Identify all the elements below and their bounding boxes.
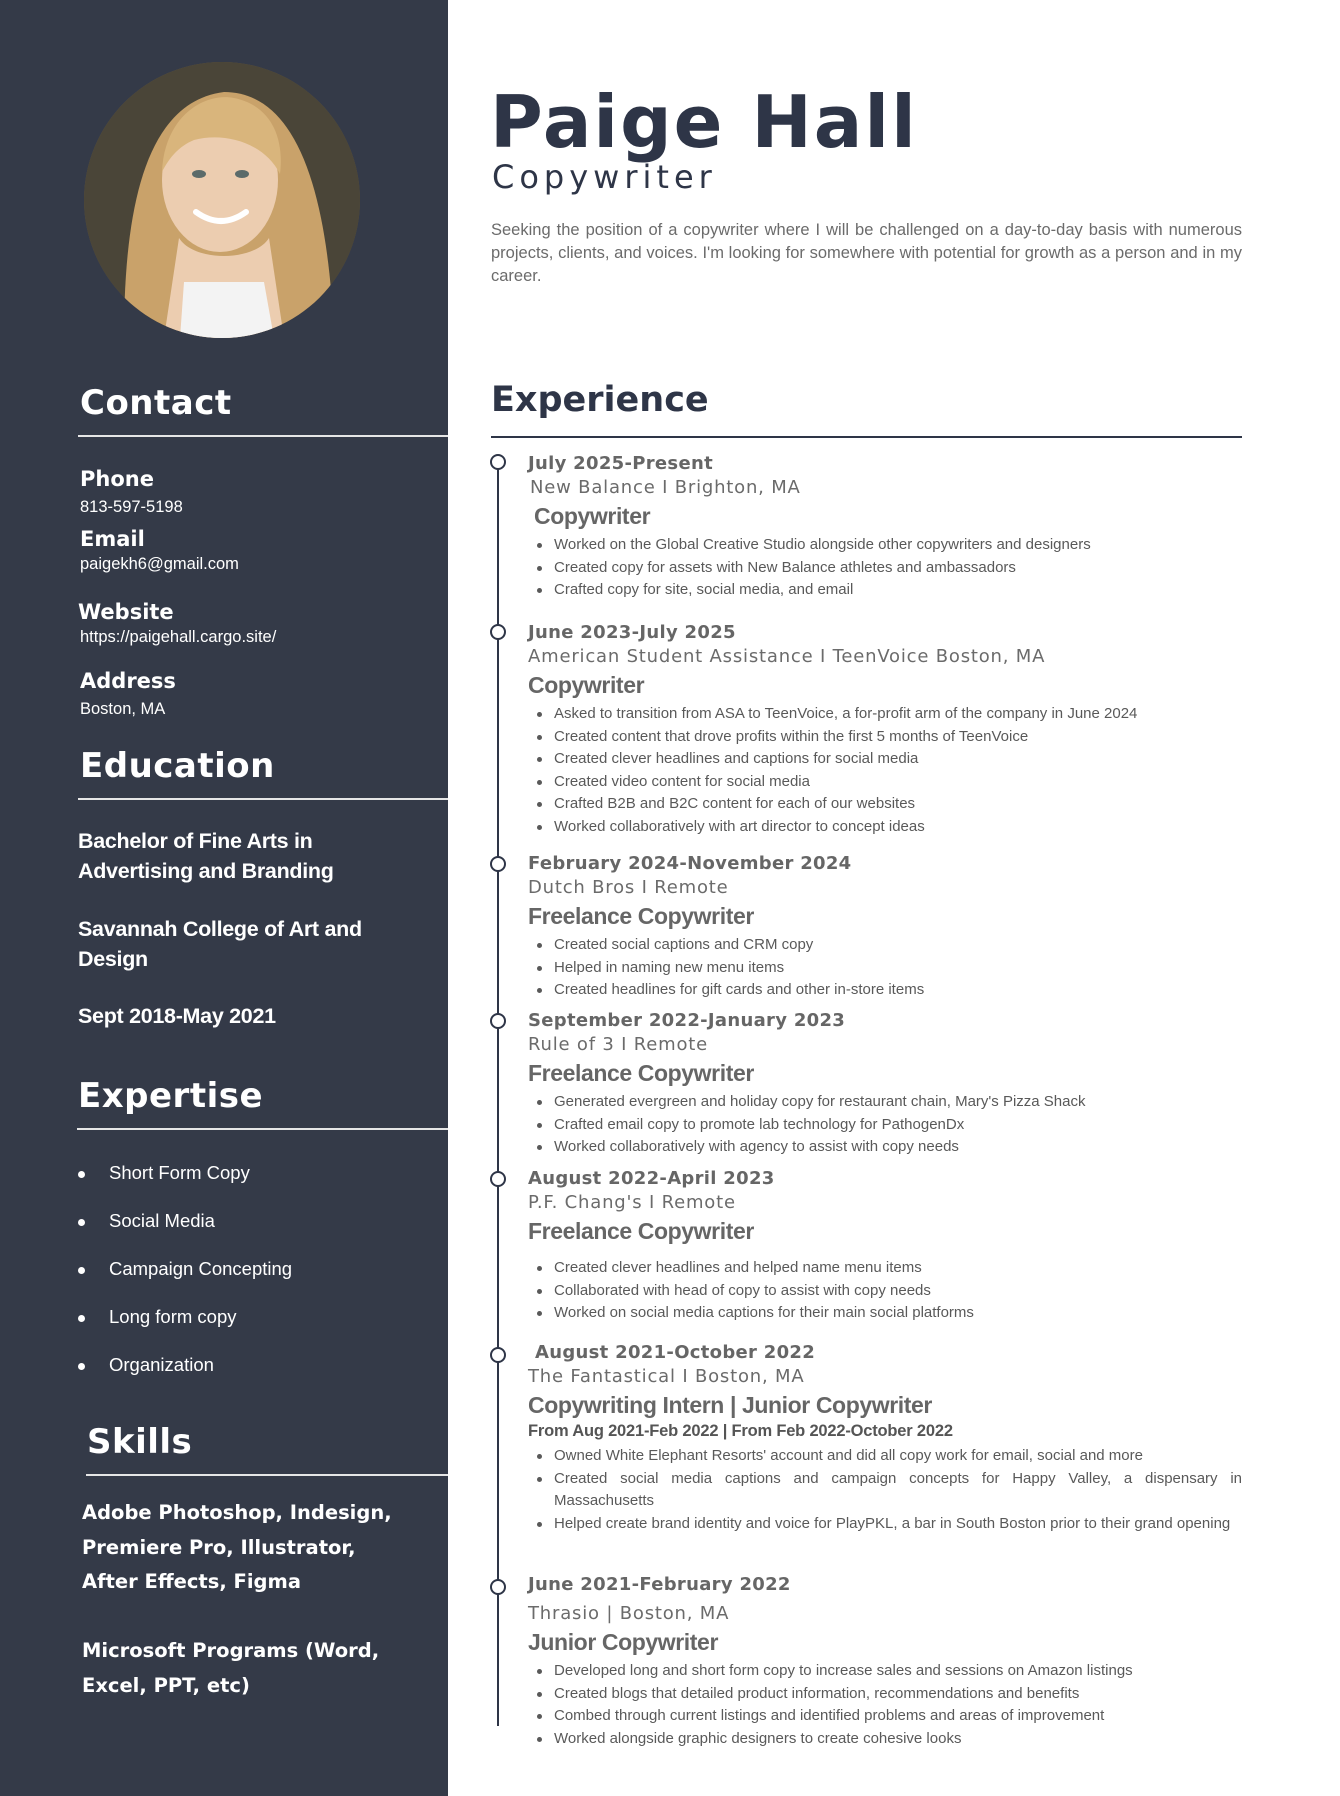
expertise-list xyxy=(78,1162,292,1402)
skills-microsoft: Microsoft Programs (Word, Excel, PPT, etc) xyxy=(82,1639,380,1697)
job-bullet: Worked on the Global Creative Studio alongside other copywriters and designers xyxy=(528,534,1242,557)
job-bullets xyxy=(528,1660,1242,1750)
job-entry xyxy=(528,1342,1242,1535)
job-bullets xyxy=(528,1091,1242,1159)
job-entry xyxy=(528,1574,1242,1750)
job-dates: August 2022-April 2023 xyxy=(528,1168,775,1189)
phone-value: 813-597-5198 xyxy=(80,498,183,516)
timeline-node xyxy=(490,454,506,470)
job-entry xyxy=(528,453,1242,602)
email-link[interactable]: paigekh6@gmail.com xyxy=(80,555,239,573)
expertise-divider xyxy=(77,1128,448,1130)
job-bullet: Owned White Elephant Resorts' account and did all copy work for email, social and more xyxy=(528,1445,1242,1468)
timeline-node xyxy=(490,1347,506,1363)
job-dates: August 2021-October 2022 xyxy=(535,1342,816,1363)
summary-text: Seeking the position of a copywriter where I will be challenged on a day-to-day basis with numerous projects, clients, and voices. I'm looking for somewhere with potential for growth as a person and in my career. xyxy=(491,221,1242,285)
job-bullet: Created copy for assets with New Balance athletes and ambassadors xyxy=(528,557,1242,580)
job-bullets xyxy=(528,534,1242,602)
job-subtitle: From Aug 2021-Feb 2022 | From Feb 2022-October 2022 xyxy=(528,1422,953,1440)
job-bullet: Created clever headlines and helped name menu items xyxy=(528,1257,1242,1280)
experience-heading: Experience xyxy=(491,380,709,420)
job-company: The Fantastical I Boston, MA xyxy=(528,1366,805,1387)
website-label: Website xyxy=(78,600,174,624)
job-dates: February 2024-November 2024 xyxy=(528,853,852,874)
timeline-node xyxy=(490,1579,506,1595)
job-bullet: Combed through current listings and identified problems and areas of improvement xyxy=(528,1705,1242,1728)
job-bullet: Helped create brand identity and voice for PlayPKL, a bar in South Boston prior to their grand opening xyxy=(528,1513,1242,1536)
job-bullet: Worked alongside graphic designers to create cohesive looks xyxy=(528,1728,1242,1751)
job-bullet: Created video content for social media xyxy=(528,771,1242,794)
job-title: Copywriter xyxy=(528,672,645,698)
expertise-item: Social Media xyxy=(78,1210,292,1258)
job-title: Freelance Copywriter xyxy=(528,1218,754,1244)
expertise-item: Organization xyxy=(78,1354,292,1402)
job-title: Junior Copywriter xyxy=(528,1629,719,1655)
job-bullet: Crafted email copy to promote lab technology for PathogenDx xyxy=(528,1114,1242,1137)
job-bullets xyxy=(528,1445,1242,1535)
job-bullet: Created clever headlines and captions for social media xyxy=(528,748,1242,771)
job-company: Rule of 3 I Remote xyxy=(528,1034,709,1055)
skills-divider xyxy=(86,1474,448,1476)
job-dates: June 2023-July 2025 xyxy=(528,622,736,643)
education-dates: Sept 2018-May 2021 xyxy=(78,1004,276,1028)
contact-heading: Contact xyxy=(80,383,232,423)
job-title: Freelance Copywriter xyxy=(528,1060,754,1086)
expertise-heading: Expertise xyxy=(78,1076,264,1116)
candidate-name: Paige Hall xyxy=(490,80,918,164)
website-link[interactable]: https://paigehall.cargo.site/ xyxy=(80,628,277,646)
job-bullets xyxy=(528,1257,1242,1325)
job-bullet: Crafted copy for site, social media, and email xyxy=(528,579,1242,602)
phone-label: Phone xyxy=(80,467,154,491)
job-bullet: Developed long and short form copy to increase sales and sessions on Amazon listings xyxy=(528,1660,1242,1683)
job-bullet: Generated evergreen and holiday copy for restaurant chain, Mary's Pizza Shack xyxy=(528,1091,1242,1114)
experience-divider xyxy=(491,436,1242,438)
timeline-node xyxy=(490,624,506,640)
job-dates: June 2021-February 2022 xyxy=(528,1574,791,1595)
email-label: Email xyxy=(80,527,145,551)
job-bullet: Created headlines for gift cards and other in-store items xyxy=(528,979,1242,1002)
timeline-node xyxy=(490,1171,506,1187)
job-bullets xyxy=(528,934,1242,1002)
job-bullet: Worked on social media captions for their main social platforms xyxy=(528,1302,1242,1325)
job-company: Thrasio | Boston, MA xyxy=(528,1603,730,1624)
job-title: Copywriting Intern | Junior Copywriter xyxy=(528,1392,932,1418)
timeline-node xyxy=(490,1013,506,1029)
job-bullets xyxy=(528,703,1242,838)
job-company: Dutch Bros I Remote xyxy=(528,877,729,898)
job-dates: September 2022-January 2023 xyxy=(528,1010,846,1031)
expertise-item: Long form copy xyxy=(78,1306,292,1354)
expertise-item: Campaign Concepting xyxy=(78,1258,292,1306)
timeline-node xyxy=(490,856,506,872)
candidate-role: Copywriter xyxy=(492,158,717,196)
job-bullet: Worked collaboratively with agency to assist with copy needs xyxy=(528,1136,1242,1159)
timeline-line xyxy=(497,464,499,1726)
job-bullet: Created content that drove profits within the first 5 months of TeenVoice xyxy=(528,726,1242,749)
job-bullet: Crafted B2B and B2C content for each of our websites xyxy=(528,793,1242,816)
profile-photo xyxy=(84,62,360,338)
job-title: Freelance Copywriter xyxy=(528,903,754,929)
job-bullet: Collaborated with head of copy to assist with copy needs xyxy=(528,1280,1242,1303)
job-bullet: Asked to transition from ASA to TeenVoice, a for-profit arm of the company in June 2024 xyxy=(528,703,1242,726)
contact-divider xyxy=(78,435,448,437)
education-school: Savannah College of Art and Design xyxy=(78,917,362,971)
job-entry xyxy=(528,622,1242,838)
address-value: Boston, MA xyxy=(80,700,166,718)
skills-heading: Skills xyxy=(87,1422,193,1462)
job-bullet: Created blogs that detailed product information, recommendations and benefits xyxy=(528,1683,1242,1706)
education-degree: Bachelor of Fine Arts in Advertising and Branding xyxy=(78,829,334,883)
job-company: American Student Assistance I TeenVoice Boston, MA xyxy=(528,646,1046,667)
job-company: P.F. Chang's I Remote xyxy=(528,1192,736,1213)
job-bullet: Worked collaboratively with art director to concept ideas xyxy=(528,816,1242,839)
job-entry xyxy=(528,1010,1242,1159)
job-entry xyxy=(528,1168,1242,1325)
education-heading: Education xyxy=(80,746,275,786)
sidebar xyxy=(0,0,448,1796)
skills-software: Adobe Photoshop, Indesign, Premiere Pro, Illustrator, After Effects, Figma xyxy=(82,1501,392,1593)
expertise-item: Short Form Copy xyxy=(78,1162,292,1210)
job-dates: July 2025-Present xyxy=(528,453,713,474)
address-label: Address xyxy=(80,669,176,693)
job-bullet: Created social media captions and campaign concepts for Happy Valley, a dispensary in Massachusetts xyxy=(528,1468,1242,1513)
job-company: New Balance I Brighton, MA xyxy=(530,477,801,498)
education-divider xyxy=(78,798,448,800)
job-bullet: Created social captions and CRM copy xyxy=(528,934,1242,957)
job-entry xyxy=(528,853,1242,1002)
job-title: Copywriter xyxy=(534,503,651,529)
job-bullet: Helped in naming new menu items xyxy=(528,957,1242,980)
